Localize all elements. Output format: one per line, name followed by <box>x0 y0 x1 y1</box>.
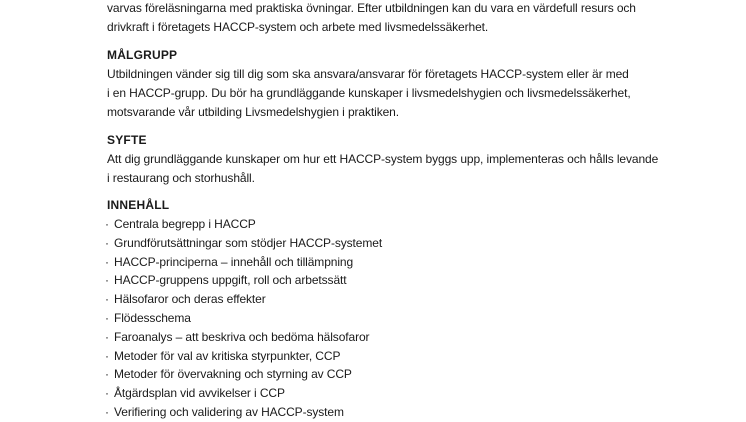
section-heading-syfte: SYFTE <box>107 133 147 147</box>
list-item-text: Flödesschema <box>114 310 191 325</box>
section-innehall <box>107 196 382 422</box>
malgrupp-line: motsvarande vår utbilding Livsmedelshygien i praktiken. <box>107 105 399 119</box>
list-item <box>107 365 382 384</box>
bullet-icon: · <box>105 329 109 344</box>
list-item <box>107 347 382 366</box>
bullet-icon: · <box>105 404 109 419</box>
malgrupp-line: Utbildningen vänder sig till dig som ska ansvara/ansvarar för företagets HACCP-system eller är med <box>107 67 629 81</box>
syfte-line: Att dig grundläggande kunskaper om hur ett HACCP-system byggs upp, implementeras och hålls levande <box>107 152 659 166</box>
intro-line: varvas föreläsningarna med praktiska övningar. Efter utbildningen kan du vara en värdefull resurs och <box>107 1 636 15</box>
bullet-icon: · <box>105 292 109 307</box>
intro-paragraph <box>107 0 636 37</box>
list-item <box>107 234 382 253</box>
intro-line: drivkraft i företagets HACCP-system och arbete med livsmedelssäkerhet. <box>107 20 489 34</box>
list-item-text: Åtgärdsplan vid avvikelser i CCP <box>114 386 285 401</box>
section-heading-malgrupp: MÅLGRUPP <box>107 48 178 62</box>
list-item <box>107 309 382 328</box>
bullet-icon: · <box>105 310 109 325</box>
list-item-text: Verifiering och validering av HACCP-system <box>114 404 344 419</box>
section-syfte <box>107 131 658 188</box>
bullet-icon: · <box>105 217 109 231</box>
list-item <box>107 328 382 347</box>
bullet-icon: · <box>105 348 109 363</box>
list-item <box>107 290 382 309</box>
list-item <box>107 215 382 234</box>
malgrupp-line: i en HACCP-grupp. Du bör ha grundläggande kunskaper i livsmedelshygien och livsmedelssäkerhet, <box>107 86 631 100</box>
list-item-text: Grundförutsättningar som stödjer HACCP-systemet <box>114 235 383 250</box>
list-item <box>107 271 382 290</box>
list-item-text: Hälsofaror och deras effekter <box>114 292 266 307</box>
list-item-text: Metoder för val av kritiska styrpunkter, CCP <box>114 348 341 363</box>
bullet-icon: · <box>105 273 109 288</box>
bullet-icon: · <box>105 235 109 250</box>
list-item-text: Centrala begrepp i HACCP <box>114 217 256 231</box>
list-item <box>107 253 382 272</box>
bullet-icon: · <box>105 254 109 269</box>
list-item <box>107 384 382 403</box>
content-list <box>107 215 382 422</box>
bullet-icon: · <box>105 386 109 401</box>
list-item-text: Faroanalys – att beskriva och bedöma hälsofaror <box>114 329 370 344</box>
bullet-icon: · <box>105 367 109 382</box>
syfte-line: i restaurang och storhushåll. <box>107 171 255 185</box>
section-heading-innehall: INNEHÅLL <box>107 198 170 212</box>
list-item-text: Metoder för övervakning och styrning av CCP <box>114 367 352 382</box>
section-malgrupp <box>107 46 631 122</box>
list-item-text: HACCP-gruppens uppgift, roll och arbetssätt <box>114 273 347 288</box>
list-item-text: HACCP-principerna – innehåll och tillämpning <box>114 254 354 269</box>
